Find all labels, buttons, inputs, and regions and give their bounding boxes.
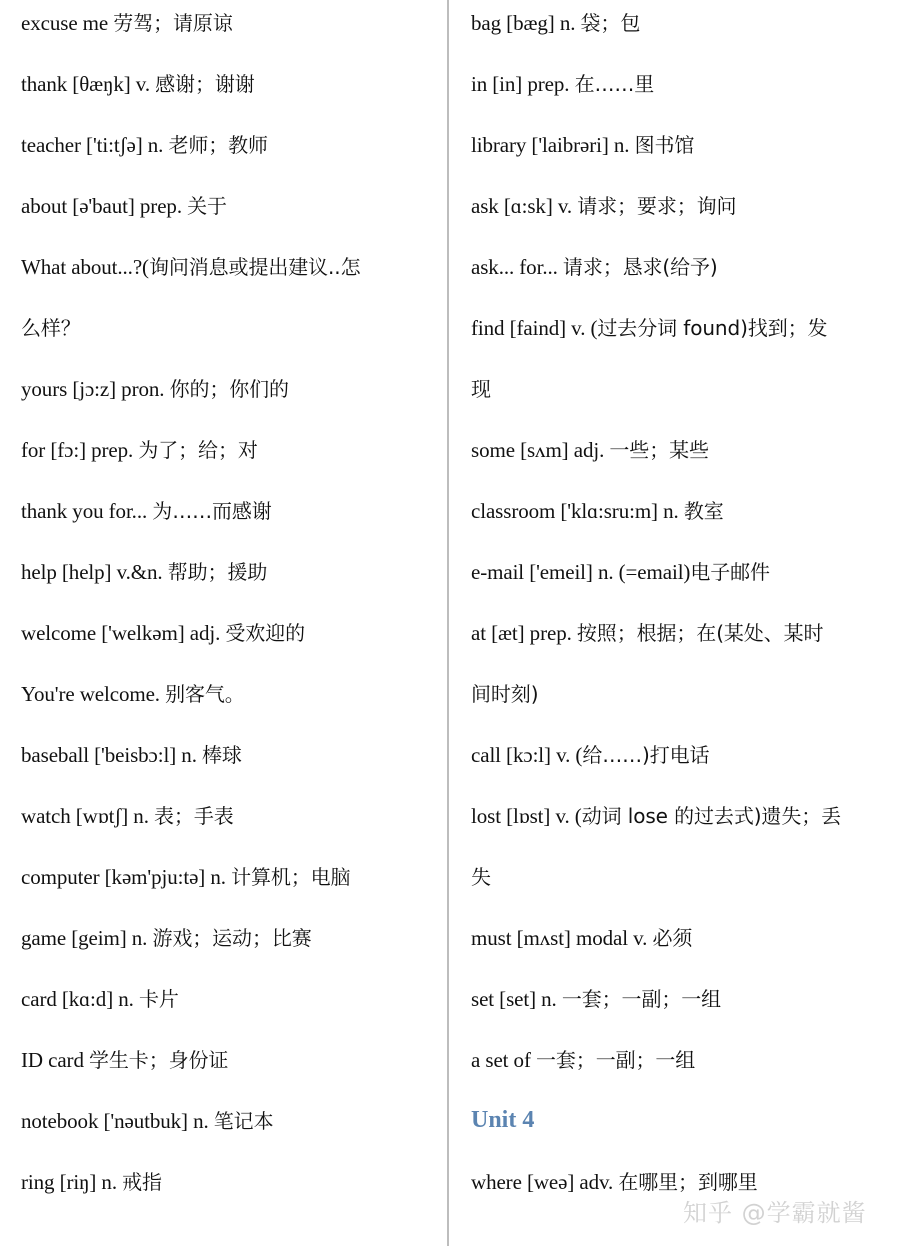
english-term: thank you for... — [21, 499, 153, 523]
chinese-meaning: 关于 — [187, 194, 227, 218]
vocab-line — [21, 679, 245, 709]
english-term: computer [kəm'pju:tə] n. — [21, 865, 232, 889]
chinese-meaning: 请求；恳求(给予) — [562, 255, 718, 279]
vocab-line — [21, 374, 289, 404]
vocab-line — [21, 1167, 162, 1197]
english-term: help [help] v.&n. — [21, 560, 168, 584]
vocab-line — [471, 1045, 695, 1075]
vocab-line — [471, 984, 721, 1014]
chinese-meaning: 笔记本 — [213, 1109, 274, 1133]
chinese-meaning: 你的；你们的 — [169, 377, 289, 401]
english-term: ID card — [21, 1048, 89, 1072]
vocab-line-continuation — [471, 862, 491, 892]
english-term: in [in] prep. — [471, 72, 575, 96]
vocab-line — [471, 8, 640, 38]
english-term: thank [θæŋk] v. — [21, 72, 156, 96]
english-term: classroom ['klɑ:sru:m] n. — [471, 499, 684, 523]
vocab-line-continuation — [471, 374, 491, 404]
unit-heading: Unit 4 — [471, 1107, 535, 1133]
chinese-meaning: 在哪里；到哪里 — [618, 1170, 758, 1194]
vocab-line-continuation — [21, 313, 81, 343]
vocab-line — [471, 618, 823, 648]
english-term: some [sʌm] adj. — [471, 438, 610, 462]
chinese-meaning: 为了；给；对 — [138, 438, 258, 462]
english-term: at [æt] prep. — [471, 621, 577, 645]
chinese-meaning: 教室 — [683, 499, 724, 523]
vocab-line — [21, 862, 350, 892]
chinese-meaning: 请求；要求；询问 — [577, 194, 737, 218]
chinese-meaning: 失 — [471, 865, 491, 889]
chinese-meaning: 别客气。 — [165, 682, 245, 706]
chinese-meaning: 为……而感谢 — [152, 499, 272, 523]
vocab-line — [21, 1045, 228, 1075]
vocab-line — [21, 801, 234, 831]
english-term: set [set] n. — [471, 987, 562, 1011]
english-term: bag [bæg] n. — [471, 11, 581, 35]
vocab-line — [21, 1106, 273, 1136]
chinese-meaning: 么样？ — [21, 316, 81, 340]
chinese-meaning: 棒球 — [202, 743, 242, 767]
chinese-meaning: 戒指 — [122, 1170, 162, 1194]
vocab-line — [21, 69, 255, 99]
vocab-line — [21, 984, 179, 1014]
english-term: card [kɑ:d] n. — [21, 987, 139, 1011]
vocab-line — [21, 496, 272, 526]
vocab-line — [21, 740, 242, 770]
vocab-line — [21, 8, 233, 38]
english-term: watch [wɒtʃ] n. — [21, 804, 155, 828]
chinese-meaning: 间时刻) — [471, 682, 539, 706]
vocab-line — [471, 435, 709, 465]
chinese-meaning: 电子邮件 — [690, 560, 770, 584]
vocab-line — [471, 496, 724, 526]
chinese-meaning: 老师；教师 — [168, 133, 268, 157]
english-term: What about...?( — [21, 255, 149, 279]
vocab-line — [21, 435, 258, 465]
vocab-line — [471, 252, 718, 282]
vocab-line — [471, 130, 694, 160]
vocab-line — [21, 618, 305, 648]
english-term: notebook ['nəutbuk] n. — [21, 1109, 214, 1133]
chinese-meaning: 一套；一副；一组 — [536, 1048, 696, 1072]
chinese-meaning: 一套；一副；一组 — [561, 987, 722, 1011]
english-term: about [ə'baut] prep. — [21, 194, 188, 218]
english-term: ask... for... — [471, 255, 563, 279]
vocab-line — [21, 557, 267, 587]
vocab-line — [471, 69, 654, 99]
english-term: welcome ['welkəm] adj. — [21, 621, 226, 645]
english-term: baseball ['beisbɔ:l] n. — [21, 743, 202, 767]
chinese-meaning: 计算机；电脑 — [231, 865, 351, 889]
chinese-meaning: 询问消息或提出建议..怎 — [148, 255, 361, 279]
chinese-meaning: 帮助；援助 — [167, 560, 268, 584]
english-term: must [mʌst] modal v. — [471, 926, 653, 950]
english-term: game [geim] n. — [21, 926, 153, 950]
english-term: for [fɔ:] prep. — [21, 438, 139, 462]
english-term: excuse me — [21, 11, 114, 35]
chinese-meaning: 按照；根据；在(某处、某时 — [576, 621, 824, 645]
chinese-meaning: 劳驾；请原谅 — [113, 11, 233, 35]
chinese-meaning: 给……)打电话 — [582, 743, 710, 767]
vocab-line — [21, 923, 312, 953]
vocab-line — [21, 252, 360, 282]
english-term: ask [ɑ:sk] v. — [471, 194, 578, 218]
english-term: call [kɔ:l] v. ( — [471, 743, 583, 767]
chinese-meaning: 动词 lose 的过去式)遗失；丢 — [581, 804, 842, 828]
chinese-meaning: 现 — [471, 377, 491, 401]
chinese-meaning: 学生卡；身份证 — [89, 1048, 229, 1072]
english-term: library ['laibrəri] n. — [471, 133, 635, 157]
vocab-line — [21, 130, 268, 160]
chinese-meaning: 袋；包 — [580, 11, 641, 35]
vocab-line — [471, 191, 736, 221]
english-term: lost [lɒst] v. ( — [471, 804, 582, 828]
english-term: You're welcome. — [21, 682, 166, 706]
chinese-meaning: 表；手表 — [154, 804, 234, 828]
chinese-meaning: 图书馆 — [634, 133, 695, 157]
english-term: ring [riŋ] n. — [21, 1170, 123, 1194]
vocab-line-continuation — [471, 679, 538, 709]
english-term: find [faind] v. ( — [471, 316, 598, 340]
column-divider — [447, 0, 449, 1246]
chinese-meaning: 必须 — [652, 926, 693, 950]
zhihu-watermark: 知乎 @学霸就酱 — [683, 1199, 867, 1227]
english-term: a set of — [471, 1048, 536, 1072]
vocab-line — [471, 923, 692, 953]
vocab-line — [21, 191, 227, 221]
chinese-meaning: 过去分词 found)找到；发 — [597, 316, 828, 340]
chinese-meaning: 受欢迎的 — [225, 621, 306, 645]
chinese-meaning: 卡片 — [138, 987, 179, 1011]
vocab-line — [471, 557, 770, 587]
english-term: e-mail ['emeil] n. (=email) — [471, 560, 691, 584]
chinese-meaning: 游戏；运动；比赛 — [152, 926, 312, 950]
vocab-line — [471, 313, 827, 343]
english-term: yours [jɔ:z] pron. — [21, 377, 170, 401]
vocab-line — [471, 740, 709, 770]
vocab-line — [471, 801, 841, 831]
chinese-meaning: 感谢；谢谢 — [155, 72, 255, 96]
english-term: where [weə] adv. — [471, 1170, 619, 1194]
english-term: teacher ['ti:tʃə] n. — [21, 133, 169, 157]
chinese-meaning: 在……里 — [574, 72, 655, 96]
chinese-meaning: 一些；某些 — [609, 438, 709, 462]
